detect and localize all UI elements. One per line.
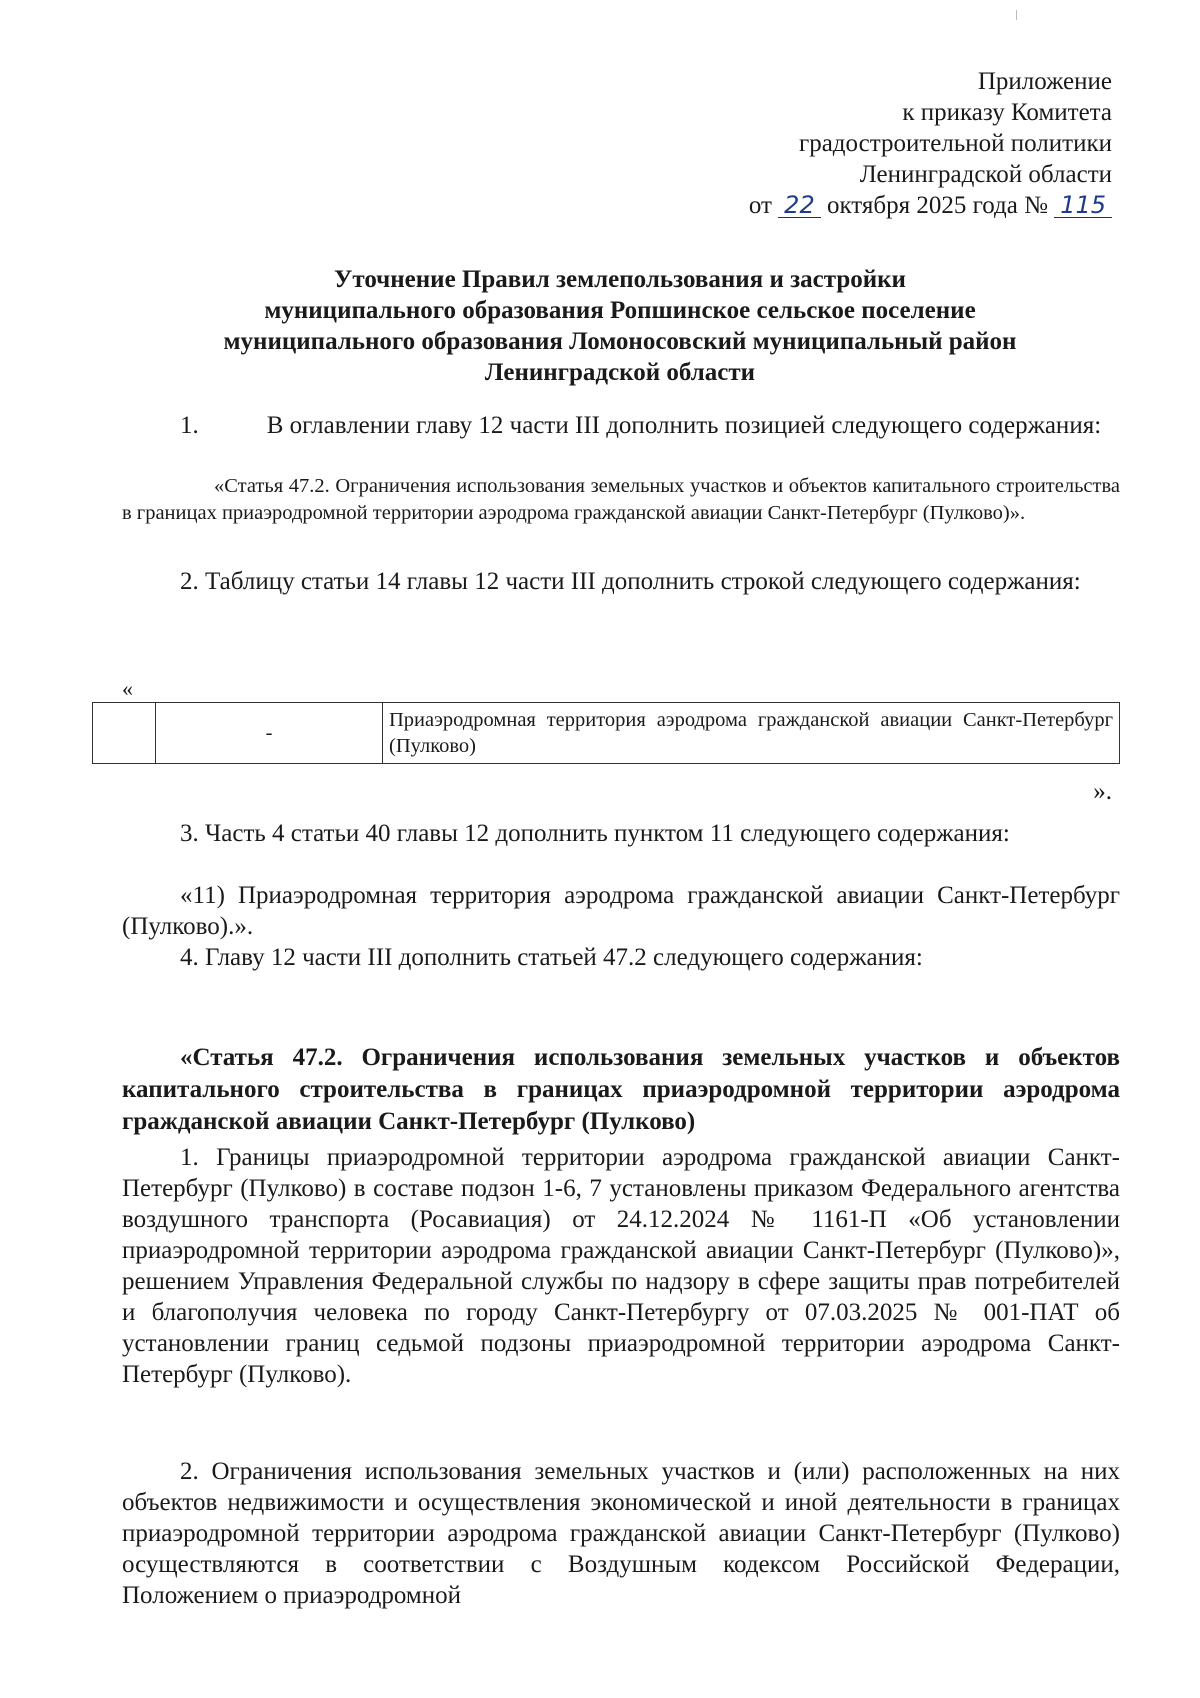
handwritten-number: 115	[1054, 193, 1112, 218]
title-line: Ленинградской области	[484, 359, 756, 386]
title-line: муниципального образования Ломоносовский муниципальный район	[223, 328, 1017, 355]
appendix-date-line	[749, 190, 1112, 221]
inserted-table	[92, 702, 1120, 764]
appendix-line: Приложение	[977, 68, 1112, 95]
item-2: 2. Таблицу статьи 14 главы 12 части III дополнить строкой следующего содержания:	[180, 568, 1081, 595]
article-title: «Статья 47.2. Ограничения использования земельных участков и объектов капитального строительства в границах приаэродромной территории аэродрома гражданской авиации Санкт-Петербург (Пулково)	[122, 1044, 1120, 1135]
appendix-line: Ленинградской области	[859, 161, 1112, 188]
table-open-quote: «	[122, 676, 133, 701]
date-month-year: октября 2025 года №	[826, 192, 1048, 219]
appendix-header	[749, 66, 1112, 221]
item-1	[122, 410, 1120, 441]
item-3: 3. Часть 4 статьи 40 главы 12 дополнить пунктом 11 следующего содержания:	[180, 820, 1010, 847]
item-4: 4. Главу 12 части III дополнить статьей 47.2 следующего содержания:	[180, 944, 923, 971]
item-1-text: В оглавлении главу 12 части III дополнить позицией следующего содержания:	[266, 412, 1102, 439]
date-prefix: от	[748, 192, 772, 219]
item-3-quote: «11) Приаэродромная территория аэродрома гражданской авиации Санкт-Петербург (Пулково).».	[122, 882, 1120, 940]
appendix-line: к приказу Комитета	[902, 99, 1112, 126]
item-1-quote: «Статья 47.2. Ограничения использования земельных участков и объектов капитального строительства в границах приаэродромной территории аэродрома гражданской авиации Санкт-Петербург (Пулково)».	[122, 475, 1120, 524]
article-point-2: 2. Ограничения использования земельных участков и (или) расположенных на них объектов недвижимости и осуществления экономической и иной деятельности в границах приаэродромной территории аэродрома гражданской авиации Санкт-Петербург (Пулково) осуществляются в соответствии с Воздушным кодексом Российской Федерации, Положением о приаэродромной	[122, 1458, 1120, 1609]
table-row	[93, 703, 1120, 764]
handwritten-day: 22	[778, 193, 821, 218]
document-title	[120, 264, 1120, 388]
title-line: Уточнение Правил землепользования и застройки	[334, 266, 906, 293]
table-cell-3: Приаэродромная территория аэродрома гражданской авиации Санкт-Петербург (Пулково)	[383, 703, 1120, 764]
item-1-number: 1.	[180, 412, 199, 439]
table-cell-2: -	[156, 703, 383, 764]
scan-mark	[1016, 10, 1017, 20]
table-close-quote: ».	[1093, 778, 1112, 805]
article-point-1: 1. Границы приаэродромной территории аэродрома гражданской авиации Санкт-Петербург (Пулково) в составе подзон 1-6, 7 установлены приказом Федерального агентства воздушного транспорта (Росавиация) от 24.12.2024 № 1161-П «Об установлении приаэродромной территории аэродрома гражданской авиации Санкт-Петербург (Пулково)», решением Управления Федеральной службы по надзору в сфере защиты прав потребителей и благополучия человека по городу Санкт-Петербургу от 07.03.2025 № 001-ПАТ об установлении границ седьмой подзоны приаэродромной территории аэродрома Санкт-Петербург (Пулково).	[122, 1144, 1120, 1388]
title-line: муниципального образования Ропшинское сельское поселение	[264, 297, 976, 324]
appendix-line: градостроительной политики	[798, 130, 1112, 157]
table-cell-1	[93, 703, 156, 764]
